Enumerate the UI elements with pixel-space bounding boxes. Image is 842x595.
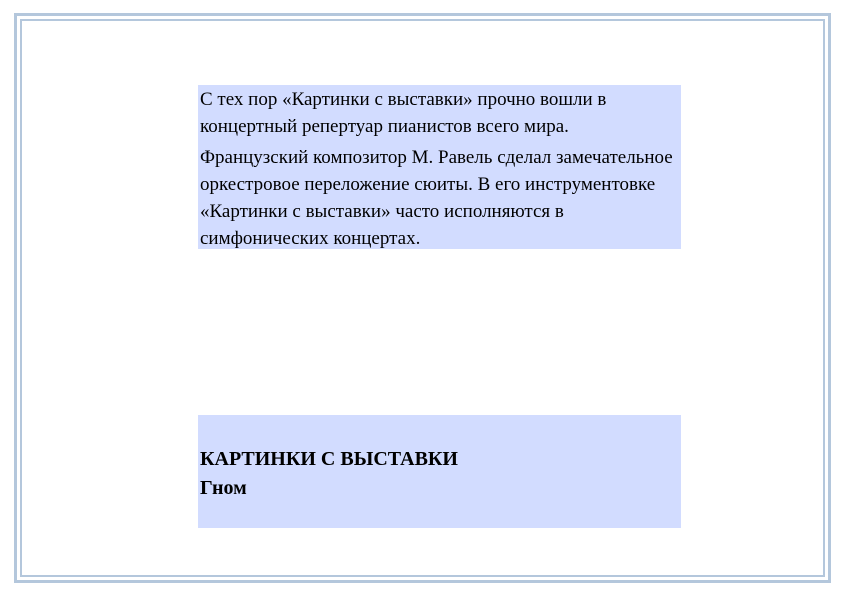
title-box [198,415,681,528]
paragraph-2: Французский композитор М. Равель сделал замечательное оркестровое переложение сюиты. В его инструментовке «Картинки с выставки» часто исполняются в симфонических концертах. [200,147,673,249]
slide-subtitle: Гном [200,477,247,499]
text-box [198,85,681,249]
slide-title: КАРТИНКИ С ВЫСТАВКИ [200,448,458,470]
paragraph-1: С тех пор «Картинки с выставки» прочно вошли в концертный репертуар пианистов всего мира. [200,89,607,137]
